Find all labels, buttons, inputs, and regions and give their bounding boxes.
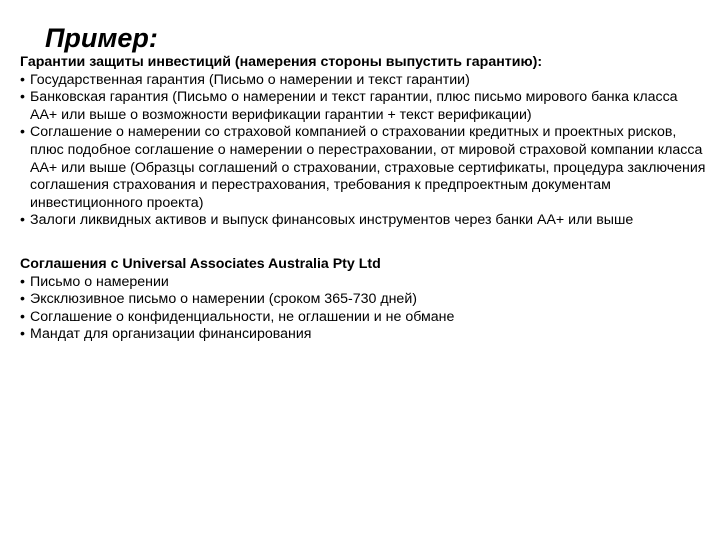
list-item-text: Соглашение о конфиденциальности, не оглашении и не обмане <box>30 308 455 325</box>
agreements-list <box>20 274 708 344</box>
list-item-text: Государственная гарантия (Письмо о намерении и текст гарантии) <box>30 71 470 88</box>
list-item-text: Соглашение о намерении со страховой компанией о страховании кредитных и проектных рисков, плюс подобное соглашение о намерении о перестраховании, от мировой страховой компании класса АА+ или выше (Образцы соглашений о страховании, страховые сертификаты, процедура заключения соглашения страхования и перестрахования, требования к предпроектным документам инвестиционного проекта) <box>30 124 706 211</box>
slide-title: Пример: <box>45 23 158 53</box>
bullet-icon: • <box>20 212 25 229</box>
list-item-text: Эксклюзивное письмо о намерении (сроком 365-730 дней) <box>30 291 417 308</box>
bullet-icon: • <box>20 89 25 106</box>
bullet-icon: • <box>20 326 25 343</box>
list-item <box>20 291 708 309</box>
section-spacer <box>20 230 708 256</box>
list-item <box>20 309 708 327</box>
list-item <box>20 274 708 292</box>
list-item-text: Мандат для организации финансирования <box>30 326 312 343</box>
section-heading-guarantees: Гарантии защиты инвестиций (намерения стороны выпустить гарантию): <box>20 54 543 70</box>
bullet-icon: • <box>20 273 25 290</box>
list-item-text: Письмо о намерении <box>30 273 169 290</box>
bullet-icon: • <box>20 291 25 308</box>
list-item-text: Залоги ликвидных активов и выпуск финансовых инструментов через банки АА+ или выше <box>30 212 634 229</box>
list-item <box>20 326 708 344</box>
bullet-icon: • <box>20 308 25 325</box>
slide-content <box>20 54 708 344</box>
bullet-icon: • <box>20 124 25 141</box>
list-item <box>20 212 708 230</box>
guarantees-list <box>20 72 708 230</box>
list-item <box>20 124 708 212</box>
list-item-text: Банковская гарантия (Письмо о намерении и текст гарантии, плюс письмо мирового банка класса АА+ или выше о возможности верификации гарантии + текст верификации) <box>30 89 678 123</box>
bullet-icon: • <box>20 71 25 88</box>
list-item <box>20 72 708 90</box>
section-heading-agreements: Соглашения с Universal Associates Australia Pty Ltd <box>20 255 381 272</box>
list-item <box>20 89 708 124</box>
